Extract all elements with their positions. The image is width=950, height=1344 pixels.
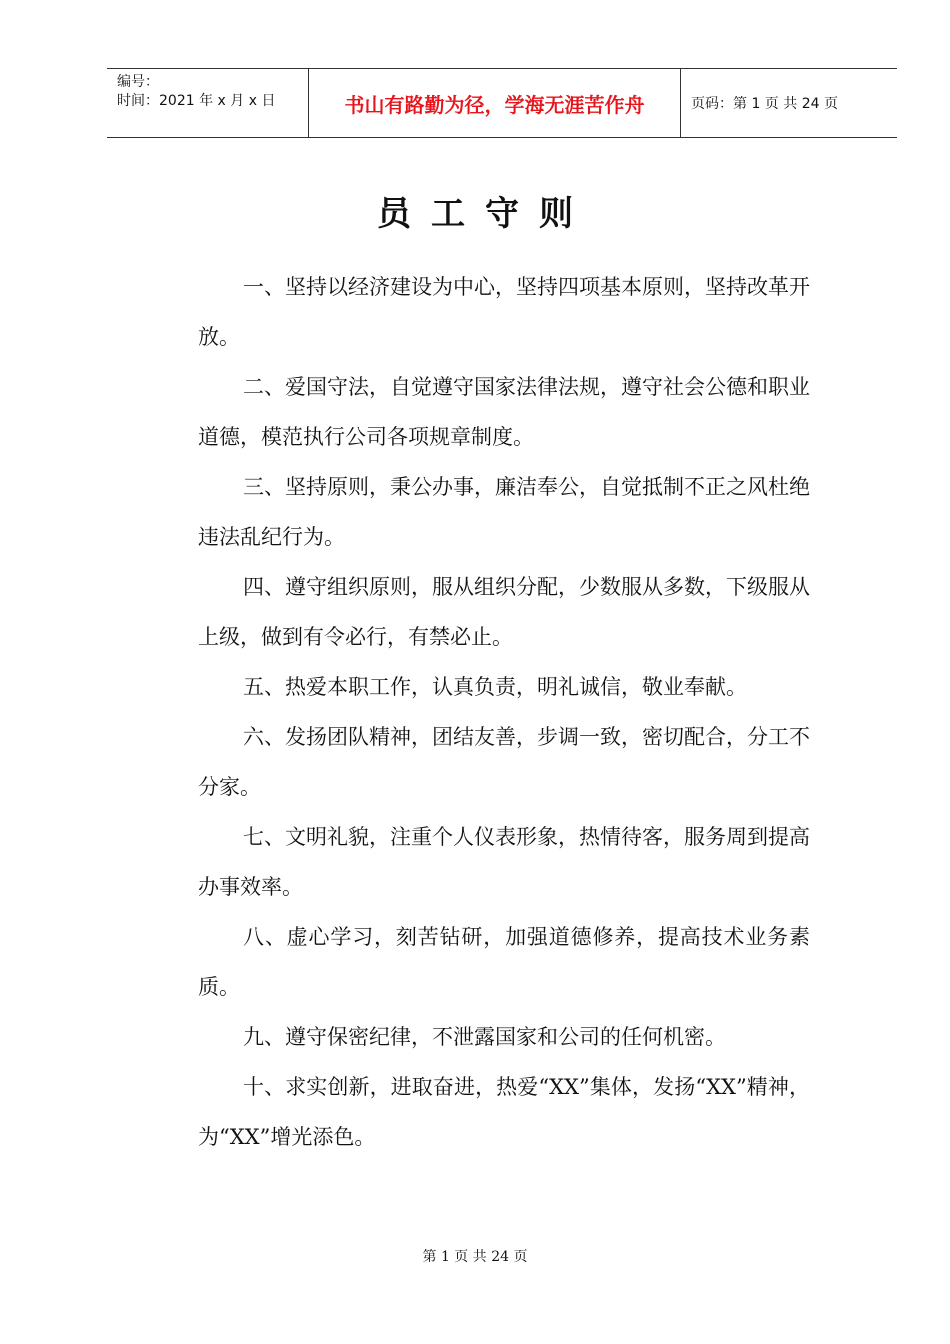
rule-paragraph-7: 七、文明礼貌，注重个人仪表形象，热情待客，服务周到提高办事效率。 (198, 825, 810, 899)
rule-paragraph-8: 八、虚心学习，刻苦钻研，加强道德修养，提高技术业务素质。 (198, 925, 810, 999)
rule-paragraph-3: 三、坚持原则，秉公办事，廉洁奉公，自觉抵制不正之风杜绝违法乱纪行为。 (198, 475, 810, 549)
document-title: 员工守则 (377, 194, 593, 234)
rule-paragraph-4: 四、遵守组织原则，服从组织分配，少数服从多数，下级服从上级，做到有令必行，有禁必止。 (198, 575, 810, 649)
rule-paragraph-9: 九、遵守保密纪律，不泄露国家和公司的任何机密。 (243, 1025, 726, 1049)
page-footer: 第 1 页 共 24 页 (422, 1249, 528, 1265)
rule-paragraph-5: 五、热爱本职工作，认真负责，明礼诚信，敬业奉献。 (243, 675, 747, 699)
rule-paragraph-1: 一、坚持以经济建设为中心，坚持四项基本原则，坚持改革开放。 (198, 275, 810, 349)
header-meta (107, 69, 309, 137)
number-label: 编号： (117, 74, 159, 90)
document-body (198, 262, 810, 1162)
date-line: 时间：2021 年 x 月 x 日 (117, 93, 276, 109)
rule-paragraph-6: 六、发扬团队精神，团结友善，步调一致，密切配合，分工不分家。 (198, 725, 810, 799)
rule-paragraph-10: 十、求实创新，进取奋进，热爱“XX”集体，发扬“XX”精神，为“XX”增光添色。 (198, 1075, 810, 1149)
header-motto: 书山有路勤为径，学海无涯苦作舟 (309, 69, 681, 137)
page-header (107, 68, 897, 138)
rule-paragraph-2: 二、爱国守法，自觉遵守国家法律法规，遵守社会公德和职业道德，模范执行公司各项规章制度。 (198, 375, 810, 449)
header-page-info: 页码：第 1 页 共 24 页 (691, 96, 838, 112)
